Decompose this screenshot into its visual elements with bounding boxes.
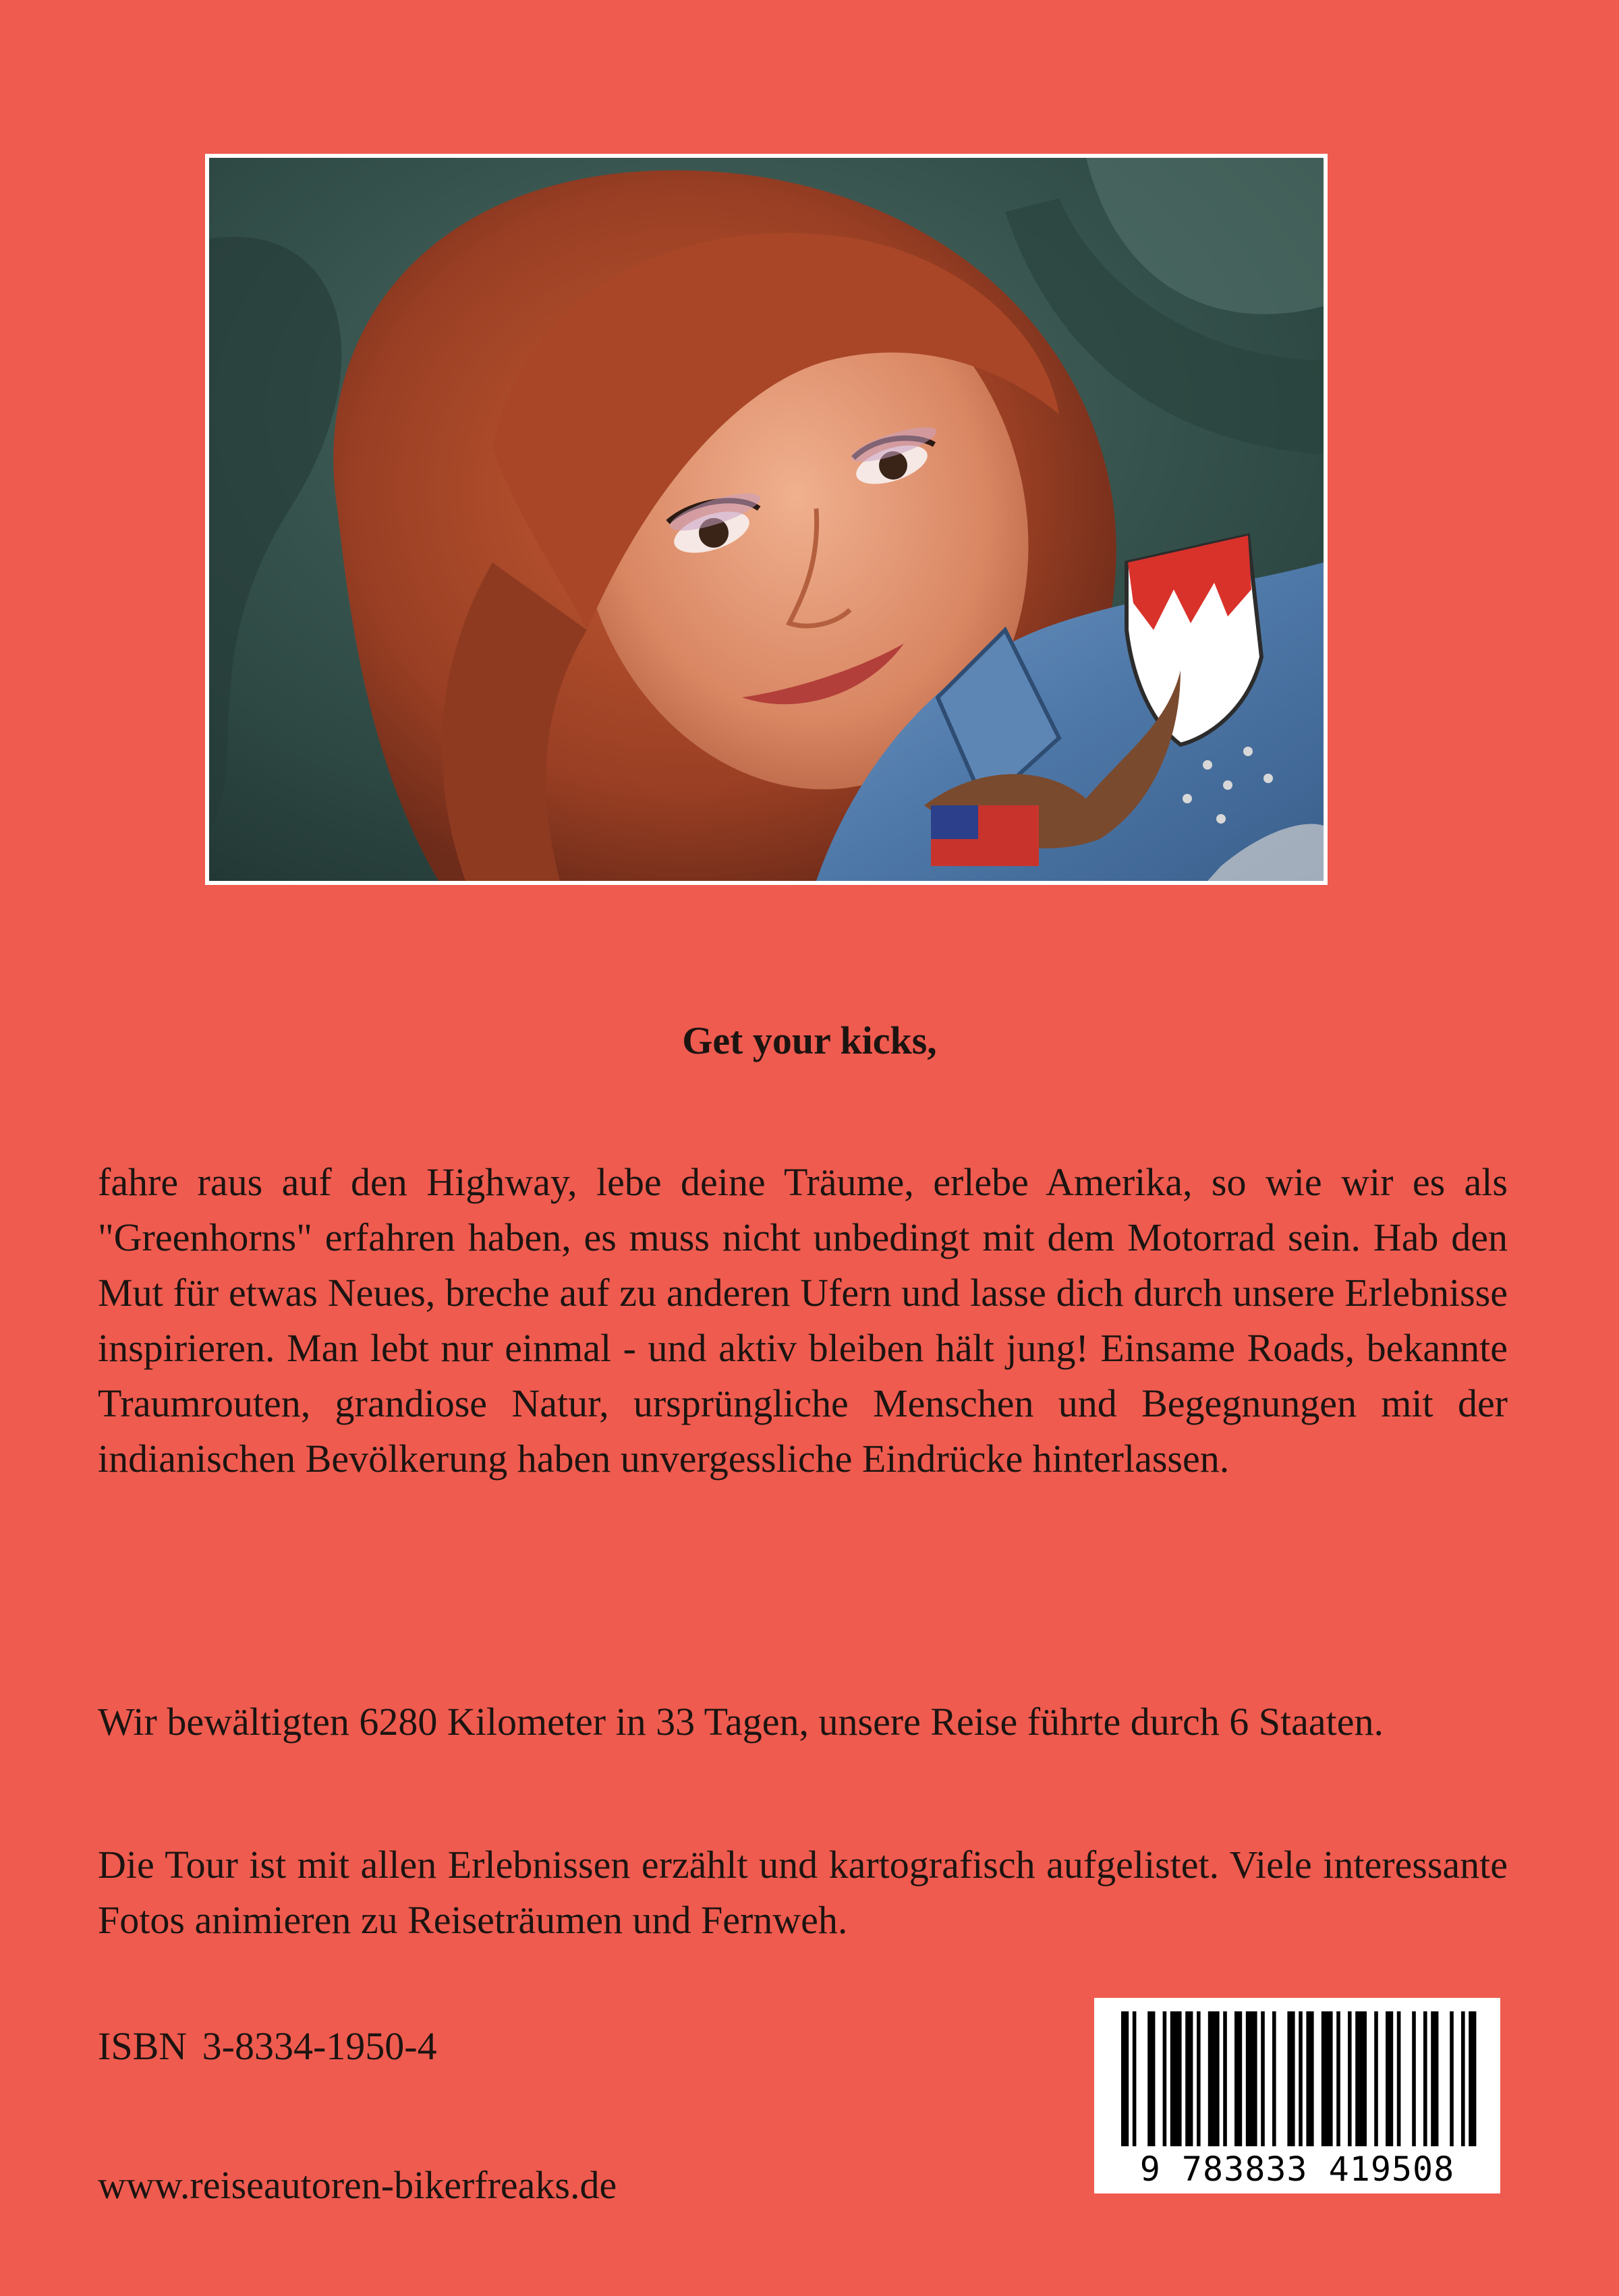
author-portrait-photo [209,158,1324,881]
barcode-box [1094,1998,1500,2193]
blurb-paragraph-3: Die Tour ist mit allen Erlebnissen erzählt und kartografisch aufgelistet. Viele interessante Fotos animieren zu Reiseträumen und Fernweh. [98,1843,1508,1942]
website-url: www.reiseautoren-bikerfreaks.de [98,2163,617,2207]
blurb-paragraph-2: Wir bewältigten 6280 Kilometer in 33 Tagen, unsere Reise führte durch 6 Staaten. [98,1700,1384,1744]
author-photo [205,154,1328,885]
cover-heading: Get your kicks, [682,1018,937,1062]
barcode-digits: 9 783833 419508 [1139,2150,1455,2189]
blurb-paragraph-1: fahre raus auf den Highway, lebe deine Träume, erlebe Amerika, so wie wir es als "Greenhorns" erfahren haben, es muss nicht unbedingt mit dem Motorrad sein. Hab den Mut für etwas Neues, breche auf zu anderen Ufern und lasse dich durch unsere Erlebnisse inspirieren. Man lebt nur einmal - und aktiv bleiben hält jung! Einsame Roads, bekannte Traumrouten, grandiose Natur, ursprüngliche Menschen und Begegnungen mit der indianischen Bevölkerung haben unvergessliche Eindrücke hinterlassen. [98,1160,1508,1481]
isbn-number: ISBN 3-8334-1950-4 [98,2024,437,2068]
